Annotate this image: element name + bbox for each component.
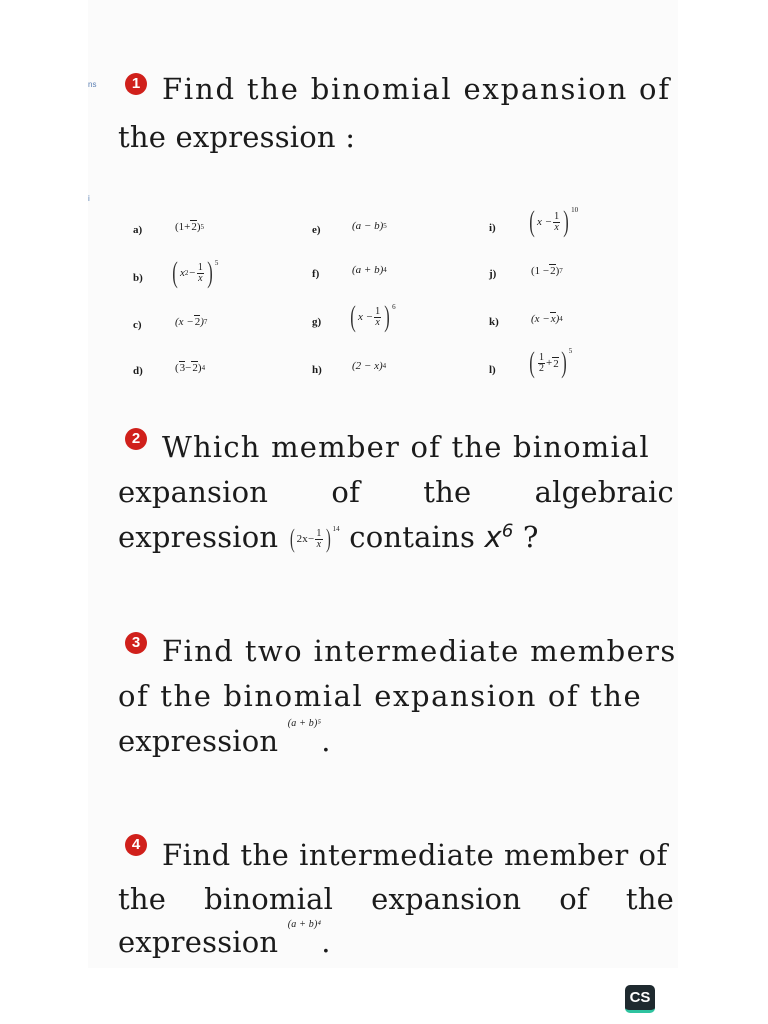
word: of — [331, 475, 361, 509]
word: expansion — [371, 882, 522, 916]
margin-mark: i — [88, 194, 90, 203]
question-4-line-3 — [118, 919, 331, 959]
word: the — [625, 882, 674, 916]
exercise-k-letter: k) — [489, 316, 499, 328]
question-3-badge: 3 — [125, 632, 147, 654]
question-2-text: Which member of the binomial — [162, 430, 650, 464]
question-4-badge: 4 — [125, 834, 147, 856]
exercise-h-letter: h) — [312, 364, 322, 376]
margin-mark: ns — [88, 80, 97, 89]
question-4-expression: (a + b)⁴ — [287, 919, 322, 930]
question-3-text: Find two intermediate members — [162, 634, 677, 668]
exercise-b-letter: b) — [133, 272, 143, 284]
exercise-g-letter: g) — [312, 316, 322, 328]
word: the — [118, 882, 167, 916]
question-2-badge: 2 — [125, 428, 147, 450]
question-4-line-1: Find the intermediate member of — [162, 838, 668, 872]
question-3-line-1 — [118, 634, 677, 668]
exercise-k-expression: (x − x ) 4 — [531, 312, 563, 325]
question-3-line-3 — [118, 718, 331, 758]
exercise-b-expression: ( x 2 − $\frac{1}{x}$ ) 5 — [172, 256, 219, 289]
word: algebraic — [534, 475, 674, 509]
power-term: $x^6$ — [484, 520, 514, 554]
word: expression — [118, 520, 279, 554]
exercise-g-expression: ( x − $\frac{1}{x}$ ) 6 — [350, 300, 396, 333]
question-2-line-2 — [118, 475, 674, 509]
period: . — [321, 724, 331, 758]
question-1-badge: 1 — [125, 73, 147, 95]
exercise-d-expression: ( 3 − 2 ) 4 — [175, 361, 206, 374]
exercise-j-letter: j) — [489, 268, 497, 280]
question-2-line-1 — [118, 430, 674, 464]
question-mark: ? — [522, 520, 539, 554]
exercise-j-expression: (1 − 2 ) 7 — [531, 264, 563, 277]
exercise-f-expression: (a + b) 4 — [352, 264, 387, 276]
word: the — [423, 475, 472, 509]
exercise-h-expression: (2 − x) 4 — [352, 360, 387, 372]
exercise-c-letter: c) — [133, 319, 142, 331]
word: contains — [349, 520, 476, 554]
question-1-text: Find the binomial expansion of — [162, 72, 671, 106]
word: binomial — [204, 882, 334, 916]
question-2-expression: ( 2x− $\frac{1}{x}$ ) 14 — [289, 524, 340, 553]
word: expansion — [118, 475, 269, 509]
question-1-line-1 — [118, 72, 674, 106]
exercise-i-letter: i) — [489, 222, 496, 234]
exercise-a-expression: (1+ 2 ) 5 — [175, 220, 205, 233]
word: expression — [118, 925, 279, 959]
question-4-line-2 — [118, 882, 674, 916]
exercise-l-expression: ( $\frac{1}{2}$ + 2 ) 5 — [529, 346, 573, 379]
word: of — [559, 882, 588, 916]
exercise-l-letter: l) — [489, 364, 496, 376]
question-3-line-2: of the binomial expansion of the — [118, 679, 643, 713]
word: expression — [118, 724, 279, 758]
exercise-d-letter: d) — [133, 365, 143, 377]
exercise-c-expression: (x − 2 ) 7 — [175, 315, 208, 328]
exercise-i-expression: ( x − $\frac{1}{x}$ ) 10 — [529, 205, 579, 238]
exercise-e-letter: e) — [312, 224, 321, 236]
exercise-a-letter: a) — [133, 224, 143, 236]
exercise-f-letter: f) — [312, 268, 320, 280]
question-3-expression: (a + b)⁵ — [287, 718, 322, 729]
exercise-e-expression: (a − b) 5 — [352, 220, 387, 232]
camscanner-logo: CS — [625, 985, 655, 1013]
period: . — [321, 925, 331, 959]
question-2-line-3 — [118, 520, 539, 554]
question-1-line-2: the expression : — [118, 120, 356, 154]
